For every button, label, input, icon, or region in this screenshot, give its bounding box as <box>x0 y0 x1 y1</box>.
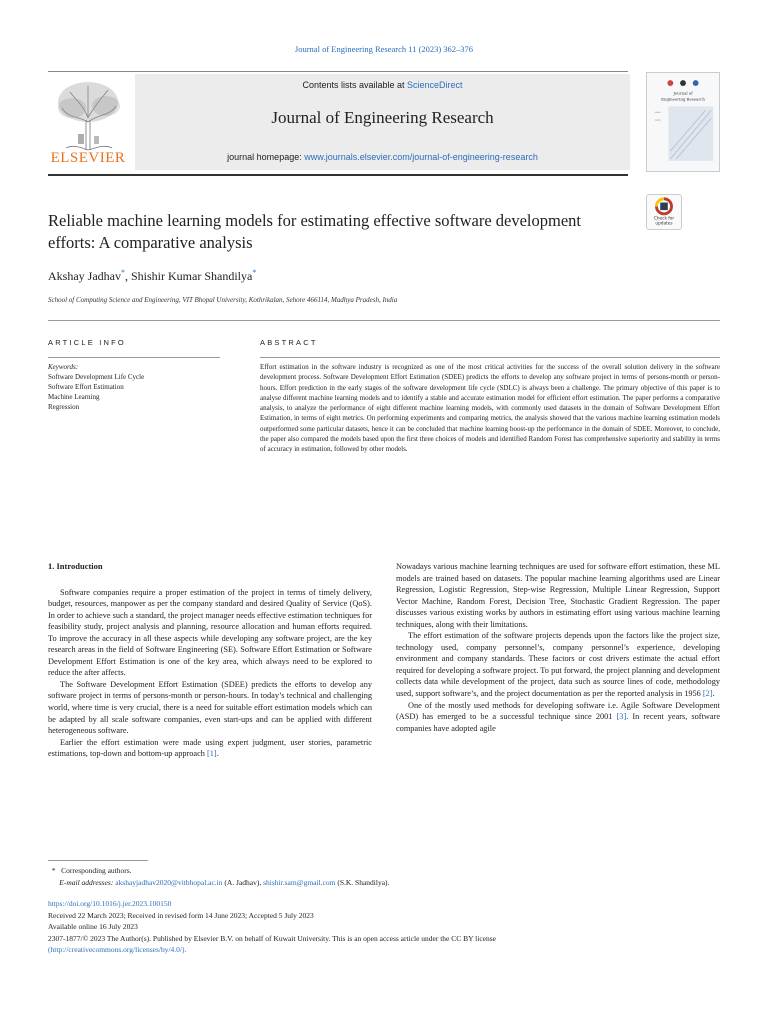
body-paragraph <box>396 700 720 735</box>
keyword: Software Effort Estimation <box>48 383 124 391</box>
elsevier-wordmark: ELSEVIER <box>50 150 126 166</box>
paragraph-text: Earlier the effort estimation were made using expert judgment, user stories, parametric estimations, top-down and bottom-up approach <box>48 737 372 759</box>
keyword: Regression <box>48 403 80 411</box>
paragraph-text: . In recent years, software companies have adopted agile <box>396 712 720 733</box>
corresponding-author-mark[interactable]: * <box>120 268 125 277</box>
keywords-label: Keywords: <box>48 363 79 371</box>
author-name[interactable]: Shishir Kumar Shandilya <box>130 269 253 283</box>
body-column-left <box>48 561 372 760</box>
affiliation: School of Computing Science and Engineering, VIT Bhopal University, Kothrikalan, Sehore 466114, Madhya Pradesh, India <box>48 296 398 304</box>
keyword: Software Development Life Cycle <box>48 373 145 381</box>
section-divider <box>48 320 720 321</box>
keyword: Machine Learning <box>48 393 100 401</box>
keywords-block <box>48 362 220 412</box>
author-list <box>48 268 608 284</box>
email-link[interactable]: akshayjadhav2020@vitbhopal.ac.in <box>115 877 223 887</box>
cover-title: Journal of <box>673 90 693 96</box>
body-paragraph: Software companies require a proper estimation of the project in terms of timely delivery, budget, resources, manpower as per the company standard and desired Quality of Service (QoS). In order to achieve such a standard, the project manager needs effective estimation techniques for feasibility study, project analysis and planning, resource allocation and human efforts required. To improve the accuracy in all these aspects while developing any software project, are the key research areas in the field of Software Engineering (SE). Software Effort Estimation or Software Development Effort Estimation is one of the key area, which always need to be explored to reduce the after affects. <box>48 587 372 678</box>
masthead-rule <box>48 71 628 72</box>
reference-link[interactable]: [1] <box>207 749 217 759</box>
doi-link[interactable]: https://doi.org/10.1016/j.jer.2023.100150 <box>48 899 172 908</box>
email-note <box>48 877 720 889</box>
section-heading-introduction: 1. Introduction <box>48 561 103 571</box>
reference-link[interactable]: [3] <box>616 712 627 722</box>
footnote-rule <box>48 860 148 861</box>
article-info-rule <box>48 357 220 358</box>
copyright-line: 2307-1877/© 2023 The Author(s). Published by Elsevier B.V. on behalf of Kuwait University. This is an open access article under the CC BY license <box>48 933 496 943</box>
body-paragraph: Nowadays various machine learning techniques are used for software effort estimation, these ML models are trained based on datasets. The popular machine learning algorithms used are Linear Regression, Logistic Regression, Step-wise Regression, Multiple Linear Regression, Support Vector Machine, Random Forest, Decision Tree, Stochastic Gradient Regression. The paper discusses various existing works by authors in estimating effort using various machine learning techniques, along with their limitations. <box>396 562 720 629</box>
email-owner: (A. Jadhav), <box>222 877 264 887</box>
available-online: Available online 16 July 2023 <box>48 922 138 931</box>
article-metadata <box>48 898 720 956</box>
contents-prefix: Contents lists available at <box>302 80 408 90</box>
masthead-bottom-rule <box>48 174 628 176</box>
corresponding-author-mark[interactable]: * <box>252 268 257 277</box>
cover-title: Engineering Research <box>661 96 705 102</box>
abstract-text: Effort estimation in the software industry is recognized as one of the most critical activities for the success of the overall solution delivery in the software development process. Software Development Effort Estimation (SDEE) predicts the efforts to develop any software project in terms of persons-month or person-hours. Effort prediction in the early stages of the software development life cycle (SDLC) is always been a challenge. The primary objective of this paper is to analyse different machine learning models and to identify a stable and accurate estimation model for efficient effort estimation. The paper performs a comparative analysis, to analyze the performance of eight different machine learning models, with commonly used datasets in the domain of Software Development Effort Estimation, in terms of eight metrics. On performing experiments and comparing metrics, the analysis showed that the various machine learning estimation models outperformed some particular datasets, hence it can be concluded that machine learning boost-up the performance in the domain of SDEE. Moreover, to conclude, the paper also compared the models based upon the first three choices of models and identified Random Forest has comprehensive superiority and stability in terms of accuracy in estimation, followed by other models. <box>260 363 720 454</box>
contents-line <box>135 80 630 90</box>
sciencedirect-link[interactable]: ScienceDirect <box>407 80 463 90</box>
journal-name: Journal of Engineering Research <box>271 108 494 127</box>
homepage-line <box>135 152 630 162</box>
homepage-link[interactable]: www.journals.elsevier.com/journal-of-engineering-research <box>304 152 538 162</box>
paper-title: Reliable machine learning models for estimating effective software development efforts: A comparative analysis <box>48 211 582 252</box>
body-paragraph: The effort estimation of the software projects depends upon the factors like the project size, technology used, company personnel’s, company personnel’s experience, developing environment and company standards. These factors or cost drivers estimate the actual effort required for developing a software project. To put forward, the project planning and development collects data while development of the project, data such as source lines of code, methodology used, support software’s, and the project documentation as per the reported analysis in 1956 [2]. <box>396 631 720 699</box>
article-info-heading: ARTICLE INFO <box>48 338 126 347</box>
corresponding-note: * Corresponding authors. <box>48 866 132 875</box>
license-link[interactable]: (http://creativecommons.org/licenses/by/4.0/). <box>48 945 187 954</box>
abstract-rule <box>260 357 720 358</box>
email-label: E-mail addresses: <box>59 877 114 887</box>
check-updates-label: Check for <box>653 216 675 222</box>
email-owner: (S.K. Shandilya). <box>335 877 390 887</box>
footnotes <box>48 865 720 888</box>
reference-link[interactable]: [2] <box>702 689 713 699</box>
email-link[interactable]: shishir.sam@gmail.com <box>263 877 336 887</box>
received-dates: Received 22 March 2023; Received in revised form 14 June 2023; Accepted 5 July 2023 <box>48 910 314 920</box>
paragraph-text: One of the mostly used methods for developing software i.e. Agile Software Development (ASD) has emerged to be a successful technique since 2001 <box>396 700 720 722</box>
check-updates-label: updates <box>655 221 673 227</box>
author-name[interactable]: Akshay Jadhav <box>48 269 121 283</box>
body-paragraph: The Software Development Effort Estimation (SDEE) predicts the efforts to develop any software project in terms of persons-month or person-hours. In today’s technical and challenging world, where time is very crucial, there is a need for suitable effort estimation models which can be adapted by all scale software companies, even start-ups and can be applied with different heterogeneous software. <box>48 679 372 736</box>
body-column-right <box>396 561 720 734</box>
journal-cover-thumbnail[interactable] <box>646 72 720 172</box>
author-separator: , <box>124 269 131 283</box>
paragraph-text: The effort estimation of the software projects depends upon the factors like the project size, technology used, company personnel’s, company personnel’s experience, developing environment and company standards. These factors or cost drivers estimate the actual effort required for developing a software project. To put forward, the project planning and development collects data while development of the project, data such as source lines of code, methodology used, support software’s, and the project documentation as per the reported analysis in 1956 <box>396 631 720 699</box>
check-for-updates-badge[interactable] <box>646 194 682 230</box>
homepage-prefix: journal homepage: <box>227 152 305 162</box>
abstract-heading: ABSTRACT <box>260 338 318 347</box>
body-paragraph: Earlier the effort estimation were made using expert judgment, user stories, parametric estimations, top-down and bottom-up approach [1]. <box>48 737 372 759</box>
journal-citation[interactable]: Journal of Engineering Research 11 (2023) 362–376 <box>294 44 474 54</box>
corresponding-text: Corresponding authors. <box>61 866 132 875</box>
